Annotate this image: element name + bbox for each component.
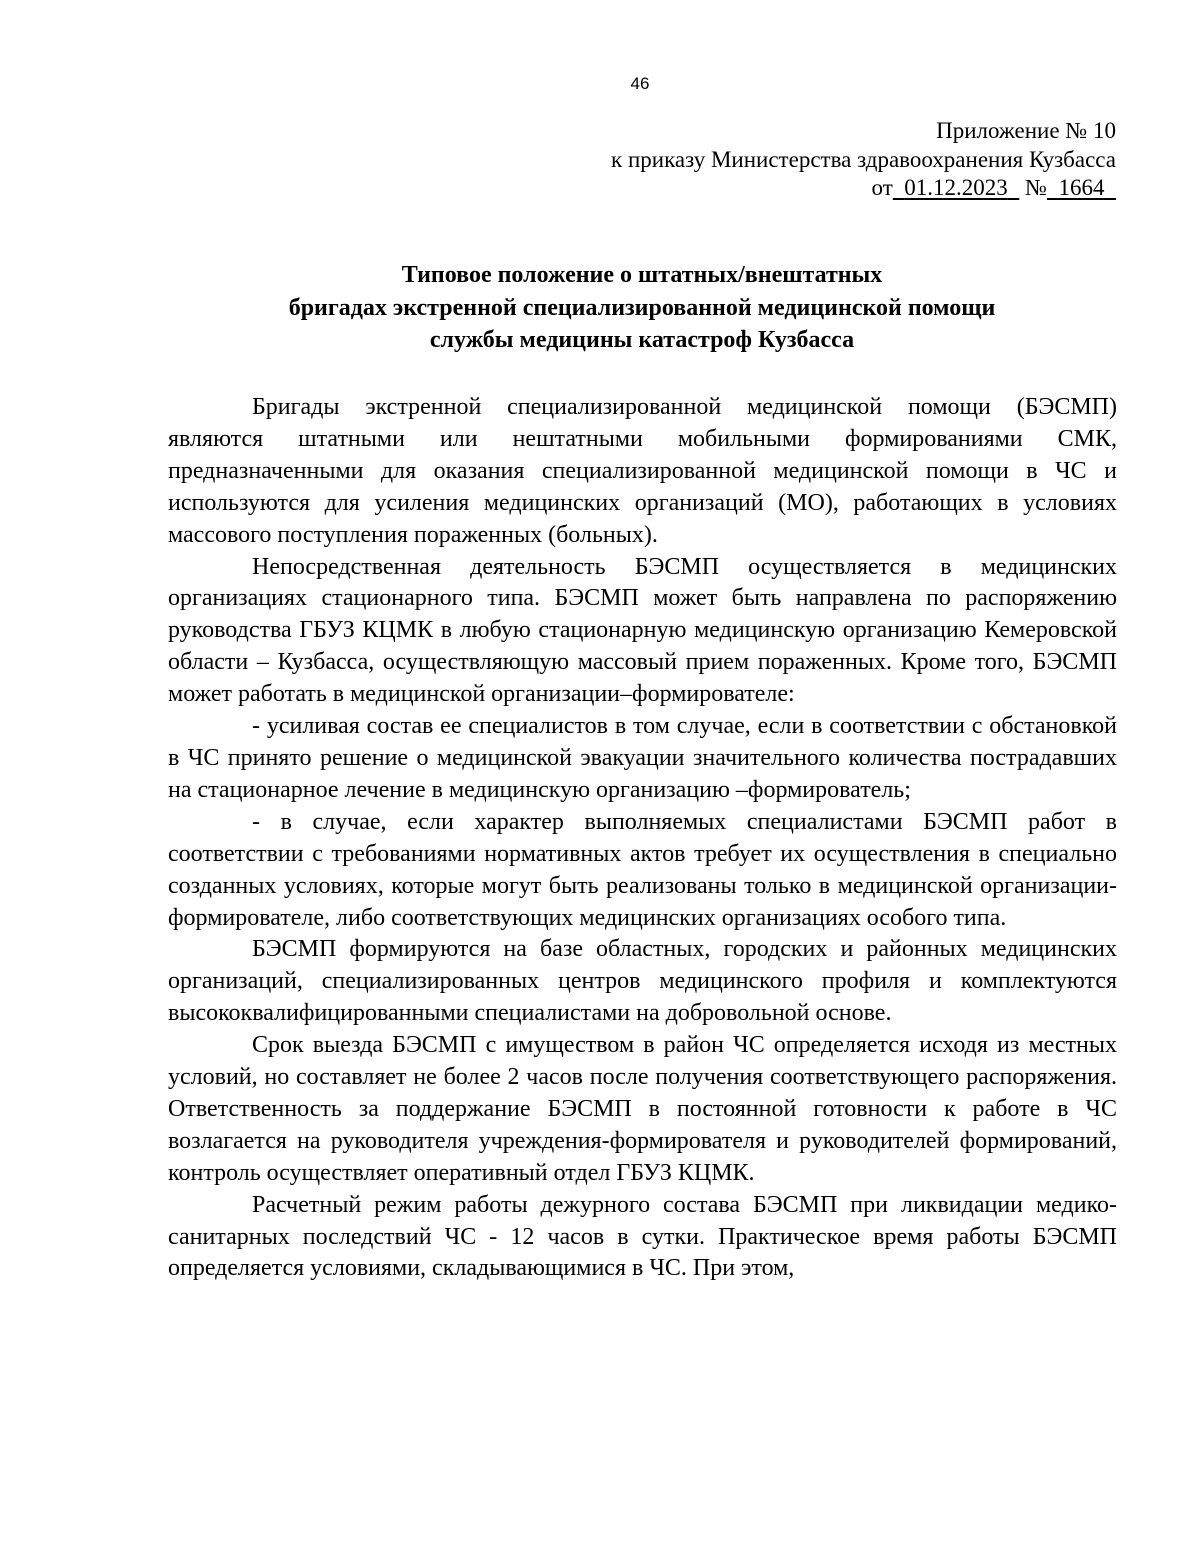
appendix-order-reference: к приказу Министерства здравоохранения Кузбасса	[611, 146, 1116, 172]
title-line-3: службы медицины катастроф Кузбасса	[429, 327, 855, 353]
appendix-header	[611, 117, 1116, 203]
list-item: - усиливая состав ее специалистов в том случае, если в соответствии с обстановкой в ЧС принято решение о медицинской эвакуации значительного количества пострадавших на стационарное лечение в медицинскую организацию –формирователь;	[168, 713, 1117, 803]
order-date: 01.12.2023	[904, 175, 1008, 200]
number-prefix: №	[1025, 175, 1047, 200]
paragraph: Срок выезда БЭСМП с имуществом в район ЧС определяется исходя из местных условий, но составляет не более 2 часов после получения соответствующего распоряжения. Ответственность за поддержание БЭСМП в постоянной готовности к работе в ЧС возлагается на руководителя учреждения-формирователя и руководителей формирований, контроль осуществляет оперативный отдел ГБУЗ КЦМК.	[168, 1032, 1117, 1186]
paragraph: Бригады экстренной специализированной медицинской помощи (БЭСМП) являются штатными или нештатными мобильными формированиями СМК, предназначенными для оказания специализированной медицинской помощи в ЧС и используются для усиления медицинских организаций (МО), работающих в условиях массового поступления пораженных (больных).	[168, 394, 1117, 548]
appendix-number: Приложение № 10	[936, 118, 1116, 143]
list-item: - в случае, если характер выполняемых специалистами БЭСМП работ в соответствии с требованиями нормативных актов требует их осуществления в специально созданных условиях, которые могут быть реализованы только в медицинской организации-формирователе, либо соответствующих медицинских организациях особого типа.	[168, 808, 1117, 931]
title-line-2: бригадах экстренной специализированной медицинской помощи	[288, 294, 996, 321]
document-title	[168, 259, 1116, 357]
title-line-1: Типовое положение о штатных/внештатных	[401, 262, 883, 288]
paragraph: Непосредственная деятельность БЭСМП осуществляется в медицинских организациях стационарного типа. БЭСМП может быть направлена по распоряжению руководства ГБУЗ КЦМК в любую стационарную медицинскую организацию Кемеровской области – Кузбасса, осуществляющую массовый прием пораженных. Кроме того, БЭСМП может работать в медицинской организации–формирователе:	[168, 553, 1117, 708]
document-body	[168, 392, 1117, 1285]
page-number: 46	[630, 74, 650, 93]
order-number: 1664	[1058, 175, 1105, 200]
appendix-order-date-number	[611, 174, 1116, 203]
paragraph: БЭСМП формируются на базе областных, городских и районных медицинских организаций, специализированных центров медицинского профиля и комплектуются высококвалифицированными специалистами на добровольной основе.	[168, 936, 1117, 1027]
date-prefix: от	[871, 175, 893, 200]
paragraph: Расчетный режим работы дежурного состава БЭСМП при ликвидации медико-санитарных последствий ЧС - 12 часов в сутки. Практическое время работы БЭСМП определяется условиями, складывающимися в ЧС. При этом,	[168, 1191, 1117, 1282]
